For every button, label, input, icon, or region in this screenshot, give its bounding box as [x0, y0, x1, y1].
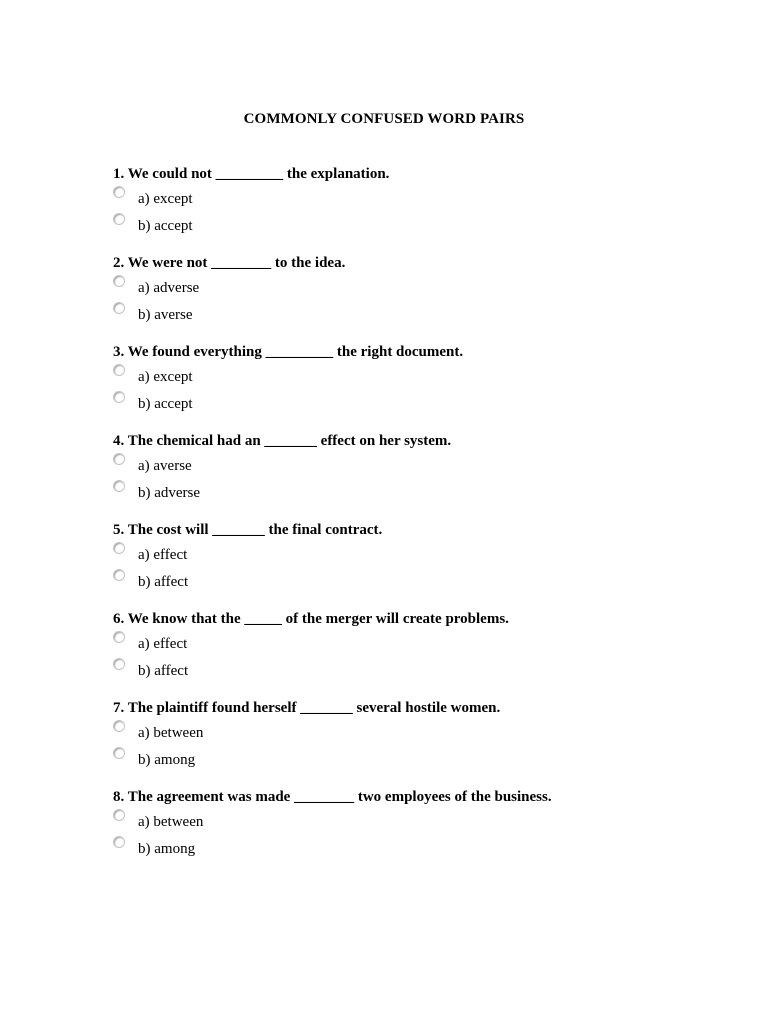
option-label: b) affect	[138, 574, 189, 590]
radio-button[interactable]	[113, 809, 125, 821]
option-row[interactable]	[113, 211, 713, 238]
question-text: 7. The plaintiff found herself _______ several hostile women.	[113, 700, 501, 716]
question-text: 5. The cost will _______ the final contract.	[113, 522, 383, 538]
option-row[interactable]	[113, 300, 713, 327]
option-row[interactable]	[113, 718, 713, 745]
option-row[interactable]	[113, 629, 713, 656]
option-label: b) accept	[138, 218, 193, 234]
option-row[interactable]	[113, 478, 713, 505]
radio-button[interactable]	[113, 631, 125, 643]
option-label: a) effect	[138, 636, 188, 652]
question-8	[113, 787, 713, 876]
radio-button[interactable]	[113, 213, 125, 225]
option-label: b) among	[138, 752, 196, 768]
option-row[interactable]	[113, 540, 713, 567]
radio-button[interactable]	[113, 275, 125, 287]
radio-button[interactable]	[113, 186, 125, 198]
radio-button[interactable]	[113, 542, 125, 554]
option-row[interactable]	[113, 807, 713, 834]
page-title: COMMONLY CONFUSED WORD PAIRS	[243, 111, 525, 127]
radio-button[interactable]	[113, 453, 125, 465]
radio-button[interactable]	[113, 480, 125, 492]
question-4	[113, 431, 713, 520]
option-row[interactable]	[113, 451, 713, 478]
option-label: b) adverse	[138, 485, 201, 501]
option-row[interactable]	[113, 389, 713, 416]
option-label: a) effect	[138, 547, 188, 563]
question-2	[113, 253, 713, 342]
radio-button[interactable]	[113, 720, 125, 732]
radio-button[interactable]	[113, 302, 125, 314]
radio-button[interactable]	[113, 658, 125, 670]
option-row[interactable]	[113, 273, 713, 300]
question-text: 2. We were not ________ to the idea.	[113, 255, 346, 271]
question-7	[113, 698, 713, 787]
option-row[interactable]	[113, 362, 713, 389]
option-label: a) between	[138, 725, 204, 741]
option-label: a) except	[138, 191, 193, 207]
question-5	[113, 520, 713, 609]
question-text: 6. We know that the _____ of the merger will create problems.	[113, 611, 509, 627]
radio-button[interactable]	[113, 391, 125, 403]
option-row[interactable]	[113, 184, 713, 211]
option-row[interactable]	[113, 656, 713, 683]
radio-button[interactable]	[113, 747, 125, 759]
option-label: b) among	[138, 841, 196, 857]
option-label: a) between	[138, 814, 204, 830]
question-list	[113, 164, 713, 876]
option-label: a) except	[138, 369, 193, 385]
radio-button[interactable]	[113, 364, 125, 376]
question-text: 1. We could not _________ the explanation.	[113, 166, 390, 182]
option-label: a) averse	[138, 458, 192, 474]
question-3	[113, 342, 713, 431]
question-6	[113, 609, 713, 698]
radio-button[interactable]	[113, 836, 125, 848]
option-row[interactable]	[113, 745, 713, 772]
question-text: 3. We found everything _________ the right document.	[113, 344, 464, 360]
radio-button[interactable]	[113, 569, 125, 581]
question-text: 4. The chemical had an _______ effect on her system.	[113, 433, 452, 449]
question-1	[113, 164, 713, 253]
option-label: b) accept	[138, 396, 193, 412]
option-label: b) affect	[138, 663, 189, 679]
option-row[interactable]	[113, 834, 713, 861]
option-label: b) averse	[138, 307, 193, 323]
option-row[interactable]	[113, 567, 713, 594]
option-label: a) adverse	[138, 280, 200, 296]
question-text: 8. The agreement was made ________ two employees of the business.	[113, 789, 552, 805]
